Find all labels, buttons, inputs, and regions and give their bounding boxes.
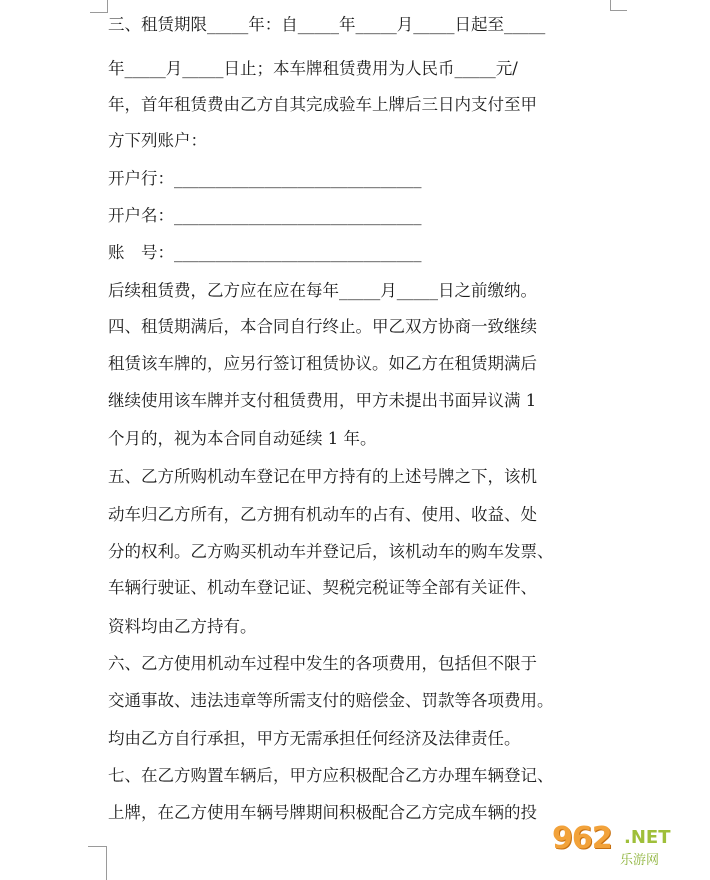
text-line: 交通事故、违法违章等所需支付的赔偿金、罚款等各项费用。 [108, 691, 554, 710]
text-line: 开户名：______________________________ [108, 206, 422, 225]
text-line: 三、租赁期限_____年：自_____年_____月_____日起至_____ [108, 15, 546, 34]
text-line: 年，首年租赁费由乙方自其完成验车上牌后三日内支付至甲 [108, 95, 537, 114]
text-line: 五、乙方所购机动车登记在甲方持有的上述号牌之下，该机 [108, 467, 537, 486]
text-line: 车辆行驶证、机动车登记证、契税完税证等全部有关证件、 [108, 578, 537, 597]
site-watermark [552, 821, 702, 869]
text-line: 开户行：______________________________ [108, 169, 422, 188]
watermark-site-name: 乐游网 [620, 853, 660, 868]
text-line: 方下列账户： [108, 131, 207, 150]
watermark-number: 962 [552, 821, 612, 856]
text-line: 四、租赁期满后，本合同自行终止。甲乙双方协商一致继续 [108, 317, 537, 336]
crop-mark-bottom-left [88, 846, 107, 880]
text-line: 上牌，在乙方使用车辆号牌期间积极配合乙方完成车辆的投 [108, 803, 537, 822]
text-line: 后续租赁费，乙方应在应在每年_____月_____日之前缴纳。 [108, 281, 537, 300]
text-line: 继续使用该车牌并支付租赁费用，甲方未提出书面异议满 1 [108, 391, 537, 410]
crop-mark-top-right [610, 0, 627, 11]
text-line: 分的权利。乙方购买机动车并登记后，该机动车的购车发票、 [108, 542, 554, 561]
text-line: 个月的，视为本合同自动延续 1 年。 [108, 429, 377, 448]
text-line: 年_____月_____日止；本车牌租赁费用为人民币_____元/ [108, 59, 518, 78]
text-line: 均由乙方自行承担，甲方无需承担任何经济及法律责任。 [108, 729, 521, 748]
text-line: 账 号：______________________________ [108, 243, 422, 262]
text-line: 租赁该车牌的，应另行签订租赁协议。如乙方在租赁期满后 [108, 354, 537, 373]
text-line: 六、乙方使用机动车过程中发生的各项费用，包括但不限于 [108, 654, 537, 673]
crop-mark-top-left [90, 0, 108, 13]
text-line: 七、在乙方购置车辆后，甲方应积极配合乙方办理车辆登记、 [108, 766, 554, 785]
text-line: 动车归乙方所有，乙方拥有机动车的占有、使用、收益、处 [108, 505, 537, 524]
text-line: 资料均由乙方持有。 [108, 617, 257, 636]
watermark-domain: .NET [624, 827, 671, 848]
